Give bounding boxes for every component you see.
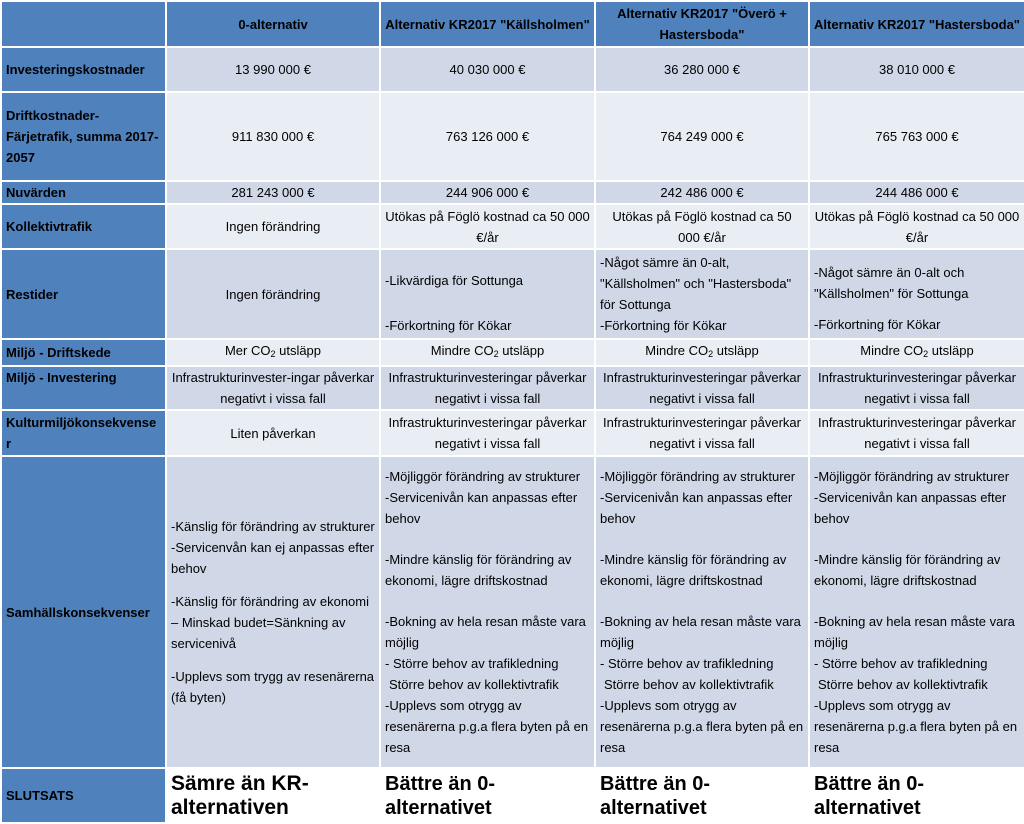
- conclusion-text: Sämre än KR-alternativen: [171, 771, 309, 819]
- table-cell: [595, 456, 809, 768]
- table-cell: [380, 249, 595, 339]
- cell-line: Större behov av kollektivtrafik: [389, 677, 559, 692]
- table-cell: 281 243 000 €: [166, 181, 380, 204]
- table-cell: [380, 339, 595, 366]
- cell-line: -Förkortning för Kökar: [600, 318, 727, 333]
- cell-line: -Känslig för förändring av ekonomi – Minskad budet=Sänkning av servicenivå: [171, 594, 369, 651]
- cell-line: -Upplevs som otrygg av resenärerna p.g.a flera byten på en resa: [600, 698, 804, 755]
- table-cell: [595, 339, 809, 366]
- table-cell: [809, 456, 1024, 768]
- table-cell: [595, 249, 809, 339]
- table-row: [1, 456, 1024, 768]
- column-header-kallsholmen: Alternativ KR2017 "Källsholmen": [380, 1, 595, 47]
- cell-line: Större behov av kollektivtrafik: [818, 677, 988, 692]
- cell-text: utsläpp: [713, 343, 759, 358]
- conclusion-cell: [380, 768, 595, 823]
- cell-line: Större behov av kollektivtrafik: [604, 677, 774, 692]
- conclusion-cell: [166, 768, 380, 823]
- subscript: 2: [923, 349, 929, 359]
- table-cell: Ingen förändring: [166, 204, 380, 249]
- table-cell: Infrastrukturinvesteringar påverkar negativt i vissa fall: [809, 366, 1024, 410]
- cell-line: -Servicenivån kan anpassas efter behov: [814, 490, 1007, 526]
- cell-line: -Upplevs som trygg av resenärerna (få byten): [171, 669, 375, 705]
- table-cell: Infrastrukturinvester-ingar påverkar negativt i vissa fall: [166, 366, 380, 410]
- table-cell: 36 280 000 €: [595, 47, 809, 92]
- row-header-nuvarden: Nuvärden: [1, 181, 166, 204]
- cell-text: utsläpp: [928, 343, 974, 358]
- table-cell: Infrastrukturinvesteringar påverkar negativt i vissa fall: [380, 366, 595, 410]
- conclusion-text: Bättre än 0-alternativet: [385, 772, 496, 819]
- row-header-kulturmiljo: Kulturmiljökonsekvenser: [1, 410, 166, 456]
- cell-line: -Något sämre än 0-alt, "Källsholmen" och "Hastersboda" för Sottunga: [600, 255, 792, 312]
- cell-line: -Något sämre än 0-alt och "Källsholmen" för Sottunga: [814, 264, 969, 301]
- table-cell: [809, 339, 1024, 366]
- column-header-0-alternativ: 0-alternativ: [166, 1, 380, 47]
- cell-line: -Upplevs som otrygg av resenärerna p.g.a flera byten på en resa: [385, 698, 589, 755]
- row-header-miljo-drift: Miljö - Driftskede: [1, 339, 166, 366]
- table-cell: 765 763 000 €: [809, 92, 1024, 181]
- header-row: [1, 1, 1024, 47]
- table-row: [1, 768, 1024, 823]
- cell-line: -Servicenvån kan ej anpassas efter behov: [171, 540, 375, 576]
- row-header-restider: Restider: [1, 249, 166, 339]
- cell-line: - Större behov av trafikledning: [814, 656, 988, 671]
- subscript: 2: [493, 349, 499, 359]
- table-cell: Infrastrukturinvesteringar påverkar negativt i vissa fall: [380, 410, 595, 456]
- cell-line: -Bokning av hela resan måste vara möjlig: [814, 614, 1015, 650]
- row-header-drift: Driftkostnader-Färjetrafik, summa 2017-2057: [1, 92, 166, 181]
- cell-line: -Möjliggör förändring av strukturer: [600, 469, 796, 484]
- cell-line: -Möjliggör förändring av strukturer: [814, 469, 1010, 484]
- table-cell: 911 830 000 €: [166, 92, 380, 181]
- table-cell: [166, 339, 380, 366]
- column-header-overo-hastersboda: Alternativ KR2017 "Överö + Hastersboda": [595, 1, 809, 47]
- row-header-slutsats: SLUTSATS: [1, 768, 166, 823]
- column-header-hastersboda: Alternativ KR2017 "Hastersboda": [809, 1, 1024, 47]
- cell-text: utsläpp: [498, 343, 545, 358]
- row-header-kollektiv: Kollektivtrafik: [1, 204, 166, 249]
- cell-line: -Mindre känslig för förändring av ekonomi, lägre driftskostnad: [385, 552, 572, 588]
- corner-cell: [1, 1, 166, 47]
- cell-text: utsläpp: [275, 343, 322, 358]
- table-cell: 13 990 000 €: [166, 47, 380, 92]
- table-cell: 763 126 000 €: [380, 92, 595, 181]
- table-cell: Infrastrukturinvesteringar påverkar negativt i vissa fall: [595, 366, 809, 410]
- conclusion-cell: [595, 768, 809, 823]
- table-cell: 244 906 000 €: [380, 181, 595, 204]
- cell-line: -Mindre känslig för förändring av ekonomi, lägre driftskostnad: [600, 552, 787, 588]
- cell-line: -Mindre känslig för förändring av ekonomi, lägre driftskostnad: [814, 552, 1001, 588]
- cell-line: -Upplevs som otrygg av resenärerna p.g.a flera byten på en resa: [814, 698, 1018, 755]
- table-cell: Utökas på Föglö kostnad ca 50 000 €/år: [595, 204, 809, 249]
- cell-line: - Större behov av trafikledning: [600, 656, 774, 671]
- table-cell: Utökas på Föglö kostnad ca 50 000 €/år: [809, 204, 1024, 249]
- cell-line: -Likvärdiga för Sottunga: [385, 273, 524, 288]
- cell-line: -Förkortning för Kökar: [385, 318, 512, 333]
- table-cell: Infrastrukturinvesteringar påverkar negativt i vissa fall: [809, 410, 1024, 456]
- table-cell: 38 010 000 €: [809, 47, 1024, 92]
- conclusion-text: Bättre än 0-alternativet: [814, 772, 925, 819]
- table-cell: Utökas på Föglö kostnad ca 50 000 €/år: [380, 204, 595, 249]
- table-cell: 40 030 000 €: [380, 47, 595, 92]
- cell-line: -Möjliggör förändring av strukturer: [385, 469, 581, 484]
- table-cell: 764 249 000 €: [595, 92, 809, 181]
- subscript: 2: [270, 349, 276, 359]
- conclusion-text: Bättre än 0-alternativet: [600, 772, 711, 819]
- table-row: [1, 366, 1024, 410]
- table-cell: Ingen förändring: [166, 249, 380, 339]
- table-cell: [166, 456, 380, 768]
- cell-line: -Bokning av hela resan måste vara möjlig: [600, 614, 801, 650]
- row-header-miljo-invest: Miljö - Investering: [1, 366, 166, 410]
- cell-text: Mindre CO: [645, 343, 709, 358]
- cell-text: Mindre CO: [860, 343, 924, 358]
- cell-text: Mindre CO: [430, 343, 494, 358]
- table-row: [1, 410, 1024, 456]
- table-cell: [380, 456, 595, 768]
- table-cell: [809, 249, 1024, 339]
- table-row: [1, 204, 1024, 249]
- cell-line: -Bokning av hela resan måste vara möjlig: [385, 614, 586, 650]
- table-cell: 242 486 000 €: [595, 181, 809, 204]
- cell-line: -Servicenivån kan anpassas efter behov: [600, 490, 793, 526]
- table-row: [1, 249, 1024, 339]
- row-header-investering: Investeringskostnader: [1, 47, 166, 92]
- table-cell: 244 486 000 €: [809, 181, 1024, 204]
- cell-line: -Förkortning för Kökar: [814, 316, 941, 332]
- table-cell: Liten påverkan: [166, 410, 380, 456]
- table-row: [1, 92, 1024, 181]
- cell-line: -Känslig för förändring av strukturer: [171, 519, 375, 534]
- cell-line: -Servicenivån kan anpassas efter behov: [385, 490, 578, 526]
- conclusion-cell: [809, 768, 1024, 823]
- table-row: [1, 181, 1024, 204]
- table-cell: Infrastrukturinvesteringar påverkar negativt i vissa fall: [595, 410, 809, 456]
- table-row: [1, 47, 1024, 92]
- cell-text: Mer CO: [224, 343, 271, 358]
- table-row: [1, 339, 1024, 366]
- row-header-samhall: Samhällskonsekvenser: [1, 456, 166, 768]
- cell-line: - Större behov av trafikledning: [385, 656, 559, 671]
- subscript: 2: [708, 349, 714, 359]
